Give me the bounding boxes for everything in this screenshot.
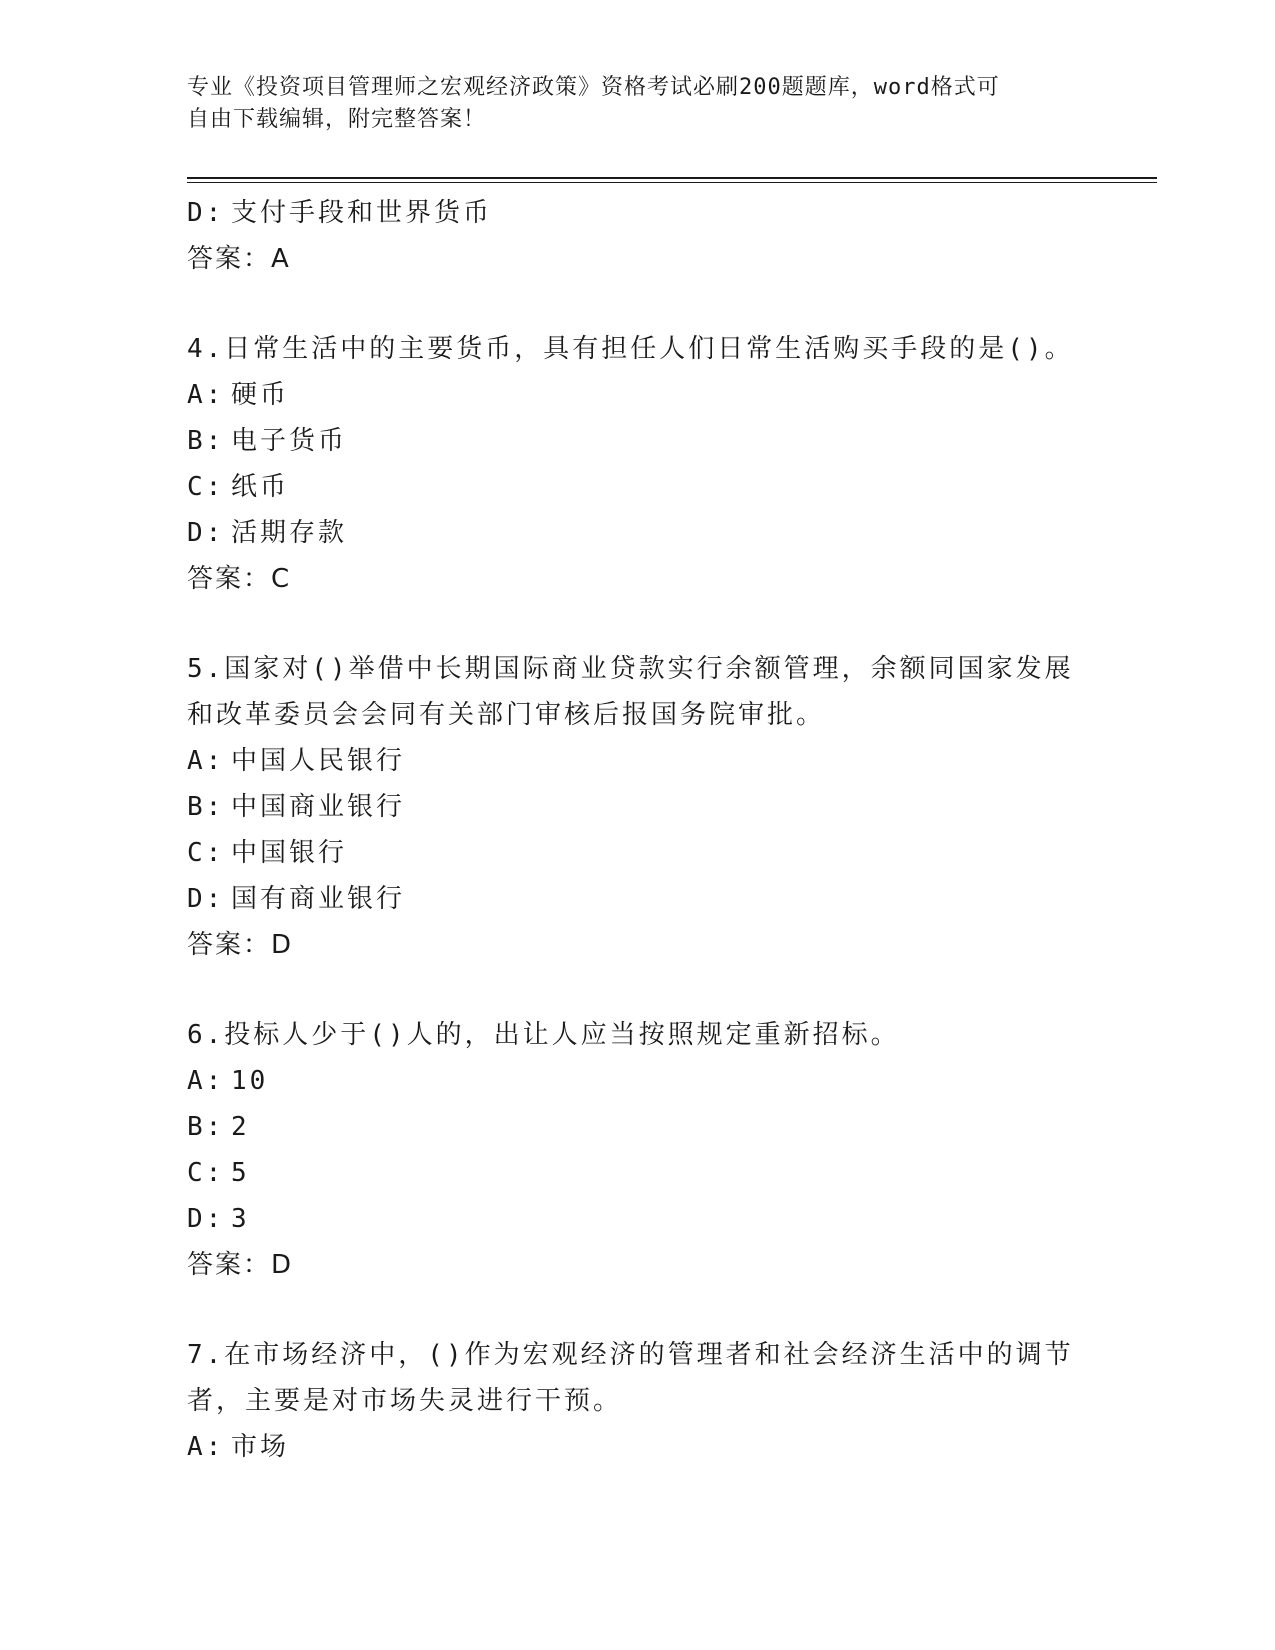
- option-label: B:: [187, 426, 225, 456]
- header-divider-thin: [187, 182, 1157, 183]
- option-line: [187, 1058, 1087, 1104]
- question-stem: 和改革委员会会同有关部门审核后报国务院审批。: [187, 700, 826, 730]
- option-line: [187, 464, 1087, 510]
- option-line: [187, 1104, 1087, 1150]
- question-content: [187, 190, 1087, 1470]
- option-line: [187, 510, 1087, 556]
- option-label: D:: [187, 884, 225, 914]
- option-line: [187, 784, 1087, 830]
- answer-line: 答案：D: [187, 930, 294, 960]
- spacer: [187, 968, 1087, 1012]
- option-text: 中国商业银行: [231, 792, 406, 822]
- question-stem: 者，主要是对市场失灵进行干预。: [187, 1386, 623, 1416]
- option-label: A:: [187, 1432, 225, 1462]
- question-stem: 4.日常生活中的主要货币，具有担任人们日常生活购买手段的是()。: [187, 334, 1074, 364]
- option-line: [187, 1424, 1087, 1470]
- option-label: B:: [187, 1112, 225, 1142]
- option-text: 电子货币: [231, 426, 348, 456]
- option-text: 市场: [231, 1432, 290, 1462]
- option-line: [187, 738, 1087, 784]
- option-text: 2: [231, 1112, 250, 1142]
- option-label: C:: [187, 1158, 225, 1188]
- option-line: [187, 876, 1087, 922]
- option-line: [187, 1196, 1087, 1242]
- option-line: [187, 1150, 1087, 1196]
- question-stem: 7.在市场经济中，()作为宏观经济的管理者和社会经济生活中的调节: [187, 1340, 1074, 1370]
- question-block: [187, 1332, 1087, 1470]
- option-label: C:: [187, 472, 225, 502]
- answer-line: 答案：C: [187, 564, 292, 594]
- answer-line: 答案：D: [187, 1250, 294, 1280]
- page-header: [187, 72, 1067, 136]
- option-text: 中国银行: [231, 838, 348, 868]
- option-label: A:: [187, 1066, 225, 1096]
- option-line: [187, 372, 1087, 418]
- spacer: [187, 1288, 1087, 1332]
- option-text: 3: [231, 1204, 250, 1234]
- option-label: A:: [187, 380, 225, 410]
- option-label: C:: [187, 838, 225, 868]
- option-label: B:: [187, 792, 225, 822]
- spacer: [187, 282, 1087, 326]
- option-text: 国有商业银行: [231, 884, 406, 914]
- header-line-2: 自由下载编辑，附完整答案！: [187, 107, 487, 132]
- option-text: 5: [231, 1158, 250, 1188]
- option-label: D:: [187, 198, 225, 228]
- option-text: 中国人民银行: [231, 746, 406, 776]
- question-block: [187, 326, 1087, 602]
- option-line: [187, 190, 1087, 236]
- option-label: D:: [187, 518, 225, 548]
- option-label: A:: [187, 746, 225, 776]
- option-label: D:: [187, 1204, 225, 1234]
- question-block: [187, 1012, 1087, 1288]
- question-stem: 6.投标人少于()人的，出让人应当按照规定重新招标。: [187, 1020, 900, 1050]
- answer-line: 答案：A: [187, 244, 291, 274]
- option-text: 硬币: [231, 380, 290, 410]
- option-text: 支付手段和世界货币: [231, 198, 493, 228]
- header-line-1: 专业《投资项目管理师之宏观经济政策》资格考试必刷200题题库，word格式可: [187, 75, 1000, 100]
- option-line: [187, 830, 1087, 876]
- option-text: 10: [231, 1066, 269, 1096]
- question-block: [187, 646, 1087, 968]
- option-line: [187, 418, 1087, 464]
- option-text: 纸币: [231, 472, 290, 502]
- option-text: 活期存款: [231, 518, 348, 548]
- header-divider-thick: [187, 177, 1157, 179]
- question-stem: 5.国家对()举借中长期国际商业贷款实行余额管理，余额同国家发展: [187, 654, 1074, 684]
- spacer: [187, 602, 1087, 646]
